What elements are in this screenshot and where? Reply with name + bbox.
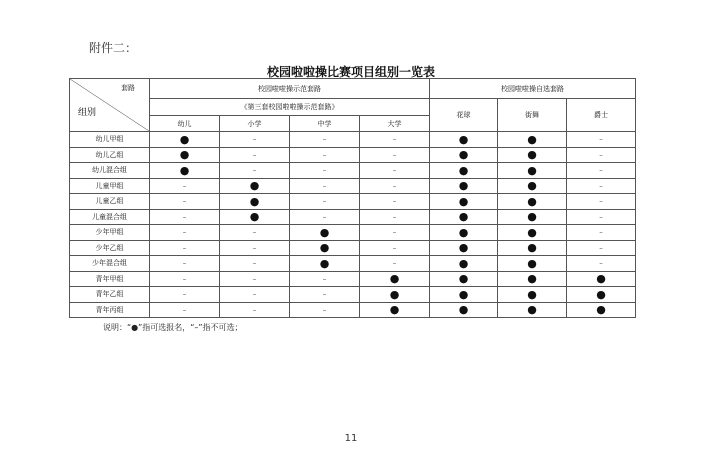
not-selectable-mark-cell	[150, 225, 220, 241]
not-selectable-mark-cell	[220, 132, 290, 148]
dash-mark: –	[182, 181, 187, 190]
table-row	[70, 225, 636, 241]
not-selectable-mark-cell	[360, 147, 430, 163]
not-selectable-mark-cell	[567, 209, 636, 225]
not-selectable-mark-cell	[220, 256, 290, 272]
bullet-mark: ●	[319, 241, 330, 255]
dash-mark: –	[322, 197, 327, 206]
table-row	[70, 194, 636, 210]
header-free-routine: 校园啦啦操自选套路	[430, 79, 636, 99]
not-selectable-mark-cell	[220, 240, 290, 256]
header-demo-routine: 校园啦啦操示范套路	[150, 79, 430, 99]
bullet-mark: ●	[527, 148, 537, 162]
dash-mark: –	[599, 228, 603, 237]
dash-mark: –	[182, 305, 187, 314]
bullet-mark: ●	[527, 132, 537, 146]
selectable-mark-cell	[567, 287, 636, 303]
col-header-free-1: 街舞	[498, 99, 567, 132]
dash-mark: –	[392, 181, 397, 190]
dash-mark: –	[252, 243, 257, 252]
selectable-mark-cell	[220, 209, 290, 225]
bullet-mark: ●	[596, 287, 606, 301]
selectable-mark-cell	[290, 225, 360, 241]
dash-mark: –	[252, 228, 257, 237]
bullet-mark: ●	[458, 210, 469, 224]
dash-mark: –	[252, 166, 257, 175]
selectable-mark-cell	[220, 178, 290, 194]
bullet-mark: ●	[596, 303, 606, 317]
bullet-mark: ●	[527, 303, 537, 317]
selectable-mark-cell	[430, 178, 498, 194]
group-name-cell: 幼儿甲组	[70, 132, 150, 148]
not-selectable-mark-cell	[290, 163, 360, 179]
selectable-mark-cell	[430, 225, 498, 241]
not-selectable-mark-cell	[150, 287, 220, 303]
bullet-mark: ●	[527, 179, 537, 193]
dash-mark: –	[392, 166, 397, 175]
table-row	[70, 287, 636, 303]
selectable-mark-cell	[498, 132, 567, 148]
not-selectable-mark-cell	[360, 132, 430, 148]
selectable-mark-cell	[150, 163, 220, 179]
selectable-mark-cell	[498, 256, 567, 272]
dash-mark: –	[252, 135, 257, 144]
dash-mark: –	[252, 259, 257, 268]
not-selectable-mark-cell	[567, 163, 636, 179]
dash-mark: –	[392, 150, 397, 159]
selectable-mark-cell	[430, 132, 498, 148]
bullet-mark: ●	[179, 132, 190, 146]
bullet-mark: ●	[389, 272, 400, 286]
dash-mark: –	[252, 305, 257, 314]
bullet-mark: ●	[458, 303, 469, 317]
bullet-mark: ●	[458, 241, 469, 255]
dash-mark: –	[182, 228, 187, 237]
selectable-mark-cell	[360, 271, 430, 287]
group-name-cell: 少年乙组	[70, 240, 150, 256]
table-row	[70, 147, 636, 163]
not-selectable-mark-cell	[220, 302, 290, 318]
selectable-mark-cell	[360, 302, 430, 318]
dash-mark: –	[599, 150, 603, 159]
event-group-table	[69, 78, 636, 318]
dash-mark: –	[322, 150, 327, 159]
table-row	[70, 209, 636, 225]
bullet-mark: ●	[458, 148, 469, 162]
selectable-mark-cell	[498, 147, 567, 163]
group-name-cell: 幼儿乙组	[70, 147, 150, 163]
col-header-demo-1: 小学	[220, 116, 290, 132]
col-header-demo-2: 中学	[290, 116, 360, 132]
not-selectable-mark-cell	[290, 271, 360, 287]
table-row	[70, 302, 636, 318]
col-header-free-2: 爵士	[567, 99, 636, 132]
selectable-mark-cell	[567, 302, 636, 318]
group-name-cell: 青年乙组	[70, 287, 150, 303]
bullet-mark: ●	[319, 225, 330, 239]
legend-note: 说明：“●”指可选报名，“–”指不可选；	[103, 323, 243, 332]
table-row	[70, 163, 636, 179]
selectable-mark-cell	[498, 194, 567, 210]
bullet-mark: ●	[458, 163, 469, 177]
not-selectable-mark-cell	[220, 163, 290, 179]
not-selectable-mark-cell	[567, 132, 636, 148]
dash-mark: –	[322, 181, 327, 190]
group-name-cell: 青年甲组	[70, 271, 150, 287]
not-selectable-mark-cell	[290, 209, 360, 225]
not-selectable-mark-cell	[360, 209, 430, 225]
bullet-mark: ●	[527, 225, 537, 239]
dash-mark: –	[599, 197, 603, 206]
not-selectable-mark-cell	[220, 147, 290, 163]
demo-routine-subtitle: 《第三套校园啦啦操示范套路》	[150, 99, 430, 116]
selectable-mark-cell	[567, 271, 636, 287]
dash-mark: –	[322, 290, 327, 299]
col-header-demo-0: 幼儿	[150, 116, 220, 132]
col-header-demo-3: 大学	[360, 116, 430, 132]
group-name-cell: 儿童混合组	[70, 209, 150, 225]
bullet-mark: ●	[527, 287, 537, 301]
selectable-mark-cell	[430, 194, 498, 210]
attachment-label: 附件二：	[89, 41, 138, 55]
selectable-mark-cell	[498, 287, 567, 303]
bullet-mark: ●	[458, 256, 469, 270]
dash-mark: –	[182, 274, 187, 283]
bullet-mark: ●	[527, 210, 537, 224]
bullet-mark: ●	[249, 194, 260, 208]
not-selectable-mark-cell	[150, 194, 220, 210]
selectable-mark-cell	[498, 240, 567, 256]
group-name-cell: 少年混合组	[70, 256, 150, 272]
dash-mark: –	[392, 212, 397, 221]
dash-mark: –	[182, 197, 187, 206]
selectable-mark-cell	[430, 163, 498, 179]
group-name-cell: 青年丙组	[70, 302, 150, 318]
not-selectable-mark-cell	[567, 194, 636, 210]
not-selectable-mark-cell	[567, 256, 636, 272]
not-selectable-mark-cell	[220, 287, 290, 303]
not-selectable-mark-cell	[290, 302, 360, 318]
selectable-mark-cell	[430, 147, 498, 163]
dash-mark: –	[182, 290, 187, 299]
group-name-cell: 儿童甲组	[70, 178, 150, 194]
not-selectable-mark-cell	[567, 240, 636, 256]
selectable-mark-cell	[150, 132, 220, 148]
corner-category-label: 套路	[121, 84, 135, 92]
not-selectable-mark-cell	[360, 256, 430, 272]
bullet-mark: ●	[458, 179, 469, 193]
bullet-mark: ●	[458, 272, 469, 286]
bullet-mark: ●	[458, 287, 469, 301]
not-selectable-mark-cell	[150, 302, 220, 318]
dash-mark: –	[322, 274, 327, 283]
not-selectable-mark-cell	[150, 209, 220, 225]
col-header-free-0: 花球	[430, 99, 498, 132]
bullet-mark: ●	[596, 272, 606, 286]
dash-mark: –	[599, 243, 603, 252]
selectable-mark-cell	[220, 194, 290, 210]
dash-mark: –	[322, 305, 327, 314]
not-selectable-mark-cell	[360, 163, 430, 179]
dash-mark: –	[392, 135, 397, 144]
table-body	[70, 132, 636, 318]
group-name-cell: 少年甲组	[70, 225, 150, 241]
selectable-mark-cell	[498, 209, 567, 225]
bullet-mark: ●	[527, 163, 537, 177]
bullet-mark: ●	[527, 194, 537, 208]
selectable-mark-cell	[430, 271, 498, 287]
selectable-mark-cell	[430, 209, 498, 225]
not-selectable-mark-cell	[290, 147, 360, 163]
not-selectable-mark-cell	[567, 225, 636, 241]
dash-mark: –	[252, 274, 257, 283]
table-row	[70, 240, 636, 256]
bullet-mark: ●	[527, 256, 537, 270]
selectable-mark-cell	[430, 302, 498, 318]
selectable-mark-cell	[430, 287, 498, 303]
bullet-mark: ●	[389, 303, 400, 317]
selectable-mark-cell	[360, 287, 430, 303]
corner-group-label: 组别	[78, 108, 97, 118]
not-selectable-mark-cell	[150, 178, 220, 194]
dash-mark: –	[252, 150, 257, 159]
not-selectable-mark-cell	[150, 240, 220, 256]
not-selectable-mark-cell	[567, 178, 636, 194]
table-row	[70, 256, 636, 272]
dash-mark: –	[392, 197, 397, 206]
bullet-mark: ●	[527, 272, 537, 286]
selectable-mark-cell	[498, 302, 567, 318]
not-selectable-mark-cell	[360, 225, 430, 241]
dash-mark: –	[182, 243, 187, 252]
not-selectable-mark-cell	[290, 194, 360, 210]
bullet-mark: ●	[458, 194, 469, 208]
not-selectable-mark-cell	[290, 287, 360, 303]
not-selectable-mark-cell	[360, 194, 430, 210]
corner-header-cell	[70, 79, 150, 132]
bullet-mark: ●	[179, 163, 190, 177]
selectable-mark-cell	[498, 271, 567, 287]
dash-mark: –	[322, 212, 327, 221]
dash-mark: –	[392, 259, 397, 268]
not-selectable-mark-cell	[360, 240, 430, 256]
group-name-cell: 幼儿混合组	[70, 163, 150, 179]
not-selectable-mark-cell	[290, 178, 360, 194]
not-selectable-mark-cell	[220, 271, 290, 287]
bullet-mark: ●	[249, 210, 260, 224]
bullet-mark: ●	[319, 256, 330, 270]
not-selectable-mark-cell	[150, 256, 220, 272]
selectable-mark-cell	[290, 240, 360, 256]
dash-mark: –	[599, 181, 603, 190]
not-selectable-mark-cell	[290, 132, 360, 148]
dash-mark: –	[182, 212, 187, 221]
not-selectable-mark-cell	[220, 225, 290, 241]
selectable-mark-cell	[498, 225, 567, 241]
bullet-mark: ●	[179, 148, 190, 162]
dash-mark: –	[322, 135, 327, 144]
selectable-mark-cell	[150, 147, 220, 163]
bullet-mark: ●	[458, 225, 469, 239]
dash-mark: –	[599, 135, 603, 144]
dash-mark: –	[252, 290, 257, 299]
dash-mark: –	[322, 166, 327, 175]
table-row	[70, 271, 636, 287]
selectable-mark-cell	[430, 256, 498, 272]
dash-mark: –	[392, 243, 397, 252]
bullet-mark: ●	[389, 287, 400, 301]
not-selectable-mark-cell	[360, 178, 430, 194]
bullet-mark: ●	[527, 241, 537, 255]
dash-mark: –	[599, 259, 603, 268]
dash-mark: –	[599, 212, 603, 221]
selectable-mark-cell	[430, 240, 498, 256]
document-title: 校园啦啦操比赛项目组别一览表	[266, 65, 435, 79]
dash-mark: –	[392, 228, 397, 237]
bullet-mark: ●	[249, 179, 260, 193]
bullet-mark: ●	[458, 132, 469, 146]
table-row	[70, 132, 636, 148]
group-name-cell: 儿童乙组	[70, 194, 150, 210]
table-row	[70, 178, 636, 194]
selectable-mark-cell	[290, 256, 360, 272]
not-selectable-mark-cell	[150, 271, 220, 287]
selectable-mark-cell	[498, 178, 567, 194]
selectable-mark-cell	[498, 163, 567, 179]
page-number: 11	[344, 433, 358, 444]
dash-mark: –	[599, 166, 603, 175]
dash-mark: –	[182, 259, 187, 268]
not-selectable-mark-cell	[567, 147, 636, 163]
